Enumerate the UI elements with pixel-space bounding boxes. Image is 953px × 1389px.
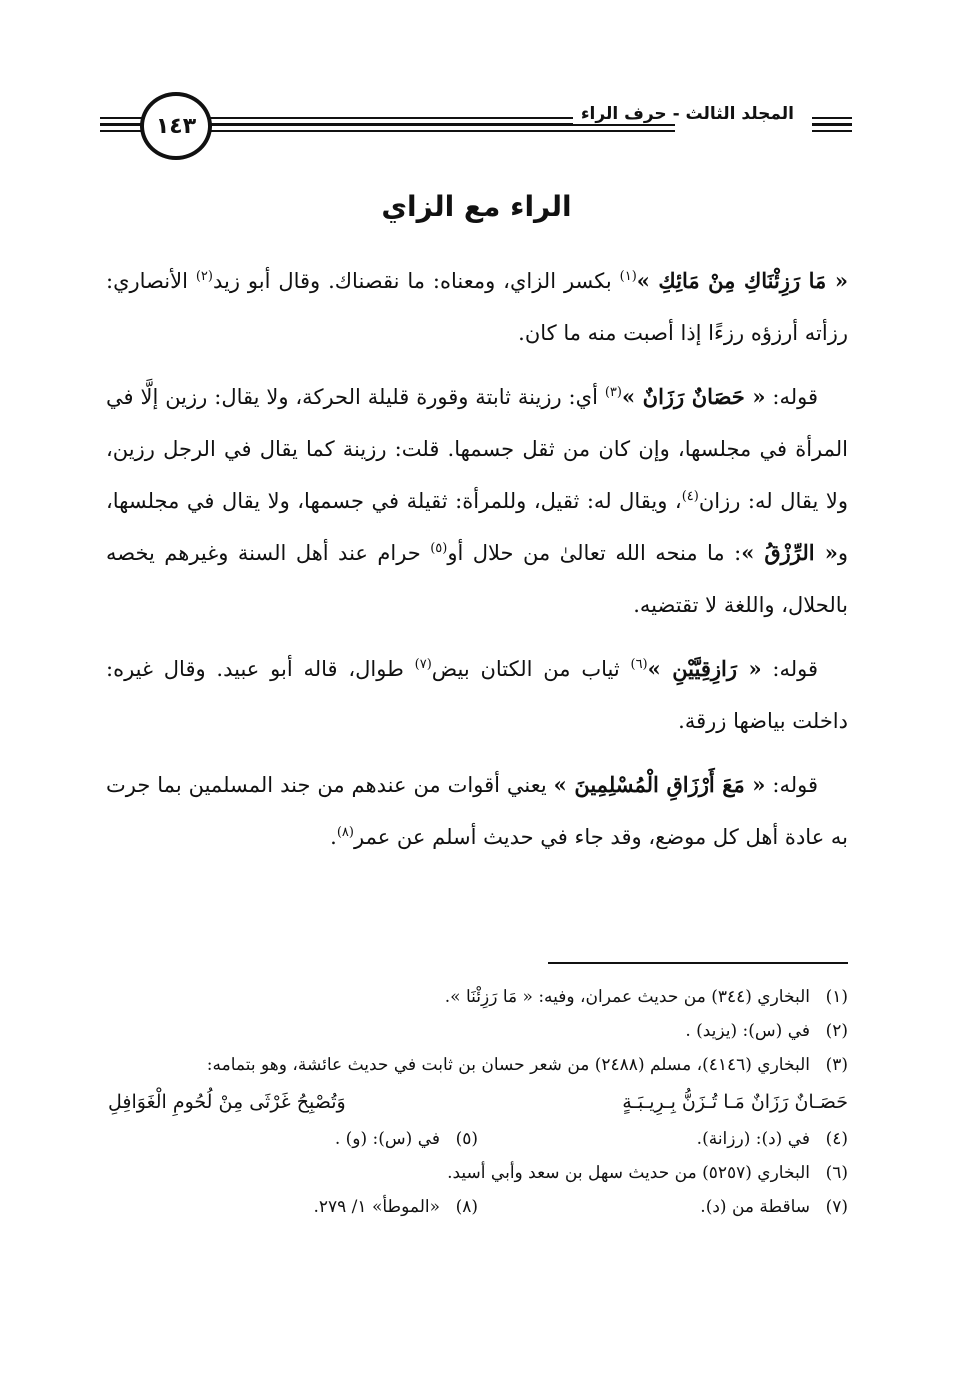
footnote-text: البخاري (٥٢٥٧) من حديث سهل بن سعد وأبي أسيد. xyxy=(447,1163,810,1183)
footnote-number: (٢) xyxy=(825,1021,848,1041)
footnote-number: (٥) xyxy=(455,1129,478,1149)
footnote-text: ساقطة من (د). xyxy=(700,1197,810,1217)
footnote-text: البخاري (٤١٤٦)، مسلم (٢٤٨٨) من شعر حسان بن ثابت في حديث عائشة، وهو بتمامه: xyxy=(206,1055,810,1075)
text-run: : ما منحه الله تعالىٰ من حلال أو xyxy=(447,541,742,565)
text-run: حرام عند أهل السنة وغيرهم يخصه بالحلال، واللغة لا تقتضيه. xyxy=(106,541,848,617)
footnote-text: البخاري (٣٤٤) من حديث عمران، وفيه: « مَا رَزِئْنَا ». xyxy=(444,987,810,1007)
footnote-row xyxy=(108,1122,848,1156)
paragraph xyxy=(106,371,848,631)
footnote xyxy=(108,980,848,1014)
footnote-separator xyxy=(548,962,848,964)
footnote-ref[interactable]: (٤) xyxy=(681,489,699,504)
footnote-row xyxy=(108,1190,848,1224)
footnote-number: (٣) xyxy=(825,1055,848,1075)
header-rule xyxy=(200,130,675,132)
page-number: ١٤٣ xyxy=(155,113,197,139)
quoted-term: « حَصَانٌ رَزَانٌ » xyxy=(621,384,766,409)
verse-first-hemistich: حَصَـانٌ رَزَانٌ مَـا تُـزَنُّ بِـرِيـبَـةٍ xyxy=(622,1091,848,1113)
quoted-term: « رَازِقِيَّيْنِ » xyxy=(647,656,762,681)
footnote-ref[interactable]: (٧) xyxy=(414,657,432,672)
footnote xyxy=(108,1048,848,1082)
footnotes xyxy=(108,980,848,1224)
text-run: أي: رزينة ثابتة وقورة قليلة الحركة، ولا يقال: رزين إلَّا في المرأة في مجلسها، وإن كان من ثقل جسمها. قلت: رزينة كما يقال في الرجل رزين، ولا يقال له: رزان xyxy=(106,385,848,513)
page-number-badge xyxy=(140,92,212,160)
body-text xyxy=(106,255,848,875)
text-run: ثياب من الكتان بيض xyxy=(431,657,631,681)
footnote-ref[interactable]: (٥) xyxy=(430,541,448,556)
footnote-text: «الموطأ» ١/ ٢٧٩. xyxy=(313,1197,440,1217)
footnote-number: (٨) xyxy=(455,1197,478,1217)
header-rule xyxy=(812,117,852,119)
footnote xyxy=(108,1014,848,1048)
section-title: الراء مع الزاي xyxy=(381,190,572,223)
footnote xyxy=(108,1190,478,1224)
paragraph xyxy=(106,643,848,747)
footnote xyxy=(478,1190,848,1224)
footnote xyxy=(478,1122,848,1156)
text-run: . xyxy=(330,825,337,849)
paragraph xyxy=(106,759,848,863)
footnote-text: في (د): (رزانة). xyxy=(696,1129,810,1149)
header-rule xyxy=(812,130,852,132)
footnote-ref[interactable]: (١) xyxy=(619,269,637,284)
text-run: ، ويقال له: ثقيل، وللمرأة: ثقيلة في جسمها، ولا يقال في مجلسها، و xyxy=(106,489,848,565)
footnote-number: (٦) xyxy=(825,1163,848,1183)
quoted-term: « الرِّزْقُ » xyxy=(741,540,838,565)
footnote-number: (٤) xyxy=(825,1129,848,1149)
running-header xyxy=(100,92,852,164)
verse-second-hemistich: وَتُصْبِحُ غَرْثَى مِنْ لُحُومِ الْغَوَافِلِ xyxy=(108,1091,346,1113)
running-title: المجلد الثالث - حرف الراء xyxy=(573,104,802,124)
text-run: قوله: xyxy=(765,773,819,797)
text-run: الأنصاري: رزأته أرزؤه رزءًا إذا أصبت منه ما كان. xyxy=(106,269,848,345)
text-run: طوال، قاله أبو عبيد. وقال غيره: داخلت بياضها زرقة. xyxy=(106,657,848,733)
footnote-text: في (س): (و) . xyxy=(334,1129,440,1149)
header-rule xyxy=(812,123,852,126)
text-run: يعني أقوات من عندهم من جند المسلمين بما جرت به عادة أهل كل موضع، وقد جاء في حديث أسلم عن عمر xyxy=(106,773,848,849)
footnote xyxy=(108,1156,848,1190)
text-run: بكسر الزاي، ومعناه: ما نقصناك. وقال أبو زيد xyxy=(212,269,620,293)
quoted-term: « مَا رَزِئْنَاكِ مِنْ مَائِكِ » xyxy=(636,268,848,293)
footnote-ref[interactable]: (٣) xyxy=(604,385,622,400)
footnote-number: (٧) xyxy=(825,1197,848,1217)
quoted-term: « مَعَ أَرْزَاقِ الْمُسْلِمِينَ » xyxy=(553,772,766,797)
paragraph xyxy=(106,255,848,359)
footnote-ref[interactable]: (٦) xyxy=(630,657,648,672)
footnote xyxy=(108,1122,478,1156)
text-run: قوله: xyxy=(765,385,818,409)
poetry-verse xyxy=(108,1082,848,1122)
footnote-ref[interactable]: (٨) xyxy=(336,825,354,840)
footnote-number: (١) xyxy=(825,987,848,1007)
footnote-ref[interactable]: (٢) xyxy=(195,269,213,284)
footnote-text: في (س): (يزيد) . xyxy=(685,1021,810,1041)
text-run: قوله: xyxy=(761,657,819,681)
